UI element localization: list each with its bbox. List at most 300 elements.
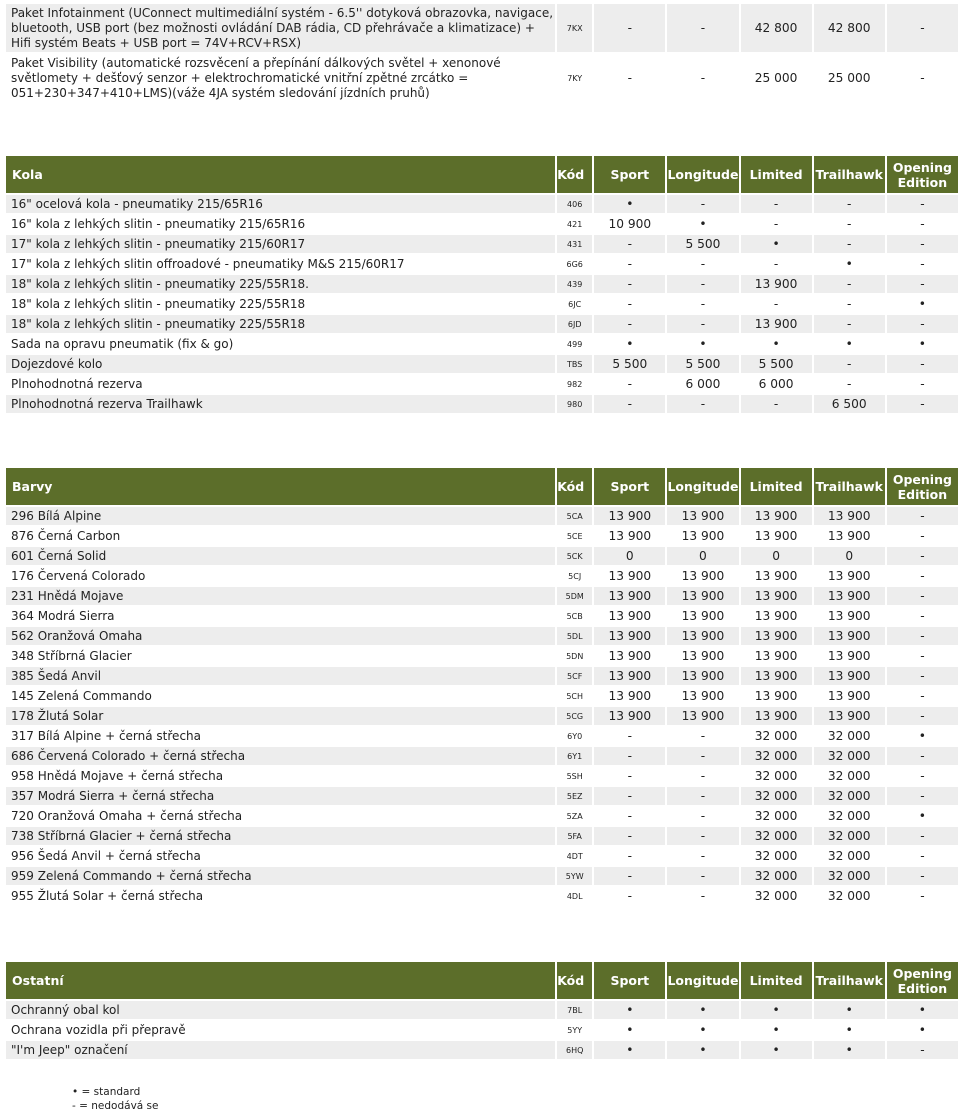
trim-value: - xyxy=(887,255,958,273)
trim-header-opening-edition: Opening Edition xyxy=(887,156,958,193)
trim-value: 13 900 xyxy=(741,275,812,293)
item-name: 720 Oranžová Omaha + černá střecha xyxy=(6,807,555,825)
trim-value: • xyxy=(814,1041,885,1059)
ostatni-header-row xyxy=(6,962,958,999)
table-row xyxy=(6,255,958,273)
trim-value: • xyxy=(667,1021,738,1039)
item-name: 296 Bílá Alpine xyxy=(6,507,555,525)
table-row xyxy=(6,1041,958,1059)
code-column-header: Kód xyxy=(557,468,592,505)
trim-value: - xyxy=(887,887,958,905)
trim-value: - xyxy=(887,627,958,645)
trim-value: - xyxy=(887,315,958,333)
item-code: 980 xyxy=(557,395,592,413)
trim-value: - xyxy=(741,215,812,233)
table-row xyxy=(6,54,958,102)
item-code: 5CG xyxy=(557,707,592,725)
trim-value: 32 000 xyxy=(741,827,812,845)
trim-header-sport: Sport xyxy=(594,962,665,999)
table-row xyxy=(6,607,958,625)
trim-value: 5 500 xyxy=(667,355,738,373)
item-name: 18" kola z lehkých slitin - pneumatiky 225/55R18 xyxy=(6,295,555,313)
item-code: 5CB xyxy=(557,607,592,625)
trim-value: 42 800 xyxy=(814,4,885,52)
trim-value: 13 900 xyxy=(741,667,812,685)
trim-value: 13 900 xyxy=(594,507,665,525)
item-name: Paket Infotainment (UConnect multimediální systém - 6.5'' dotyková obrazovka, navigace, bluetooth, USB port (bez možnosti ovládání DAB rádia, CD přehrávače a klimatizace) + Hifi systém Beats + USB port = 74V+RCV+RSX) xyxy=(6,4,555,52)
trim-value: • xyxy=(741,335,812,353)
item-code: 5CK xyxy=(557,547,592,565)
trim-value: - xyxy=(887,4,958,52)
trim-value: 32 000 xyxy=(814,727,885,745)
trim-value: - xyxy=(594,4,665,52)
trim-value: - xyxy=(887,867,958,885)
item-name: 348 Stříbrná Glacier xyxy=(6,647,555,665)
item-code: 5ZA xyxy=(557,807,592,825)
table-row xyxy=(6,395,958,413)
item-code: 406 xyxy=(557,195,592,213)
trim-value: 0 xyxy=(814,547,885,565)
trim-value: - xyxy=(667,54,738,102)
trim-value: 13 900 xyxy=(741,315,812,333)
package-table xyxy=(4,2,960,104)
table-row xyxy=(6,727,958,745)
trim-value: - xyxy=(594,235,665,253)
item-name: 178 Žlutá Solar xyxy=(6,707,555,725)
item-code: 5CH xyxy=(557,687,592,705)
section-title: Barvy xyxy=(6,468,555,505)
trim-value: 13 900 xyxy=(594,647,665,665)
trim-value: 6 000 xyxy=(741,375,812,393)
trim-value: - xyxy=(594,375,665,393)
trim-value: - xyxy=(887,375,958,393)
table-row xyxy=(6,1021,958,1039)
item-name: 955 Žlutá Solar + černá střecha xyxy=(6,887,555,905)
trim-header-limited: Limited xyxy=(741,468,812,505)
item-name: 876 Černá Carbon xyxy=(6,527,555,545)
trim-header-opening-edition: Opening Edition xyxy=(887,962,958,999)
trim-value: - xyxy=(887,54,958,102)
trim-value: - xyxy=(594,727,665,745)
trim-value: 13 900 xyxy=(594,667,665,685)
trim-value: 13 900 xyxy=(667,507,738,525)
trim-value: • xyxy=(814,1001,885,1019)
section-title: Ostatní xyxy=(6,962,555,999)
trim-value: - xyxy=(667,787,738,805)
table-row xyxy=(6,215,958,233)
trim-value: 32 000 xyxy=(741,727,812,745)
trim-value: • xyxy=(814,335,885,353)
trim-value: - xyxy=(667,255,738,273)
item-name: 176 Červená Colorado xyxy=(6,567,555,585)
trim-header-opening-edition: Opening Edition xyxy=(887,468,958,505)
trim-value: - xyxy=(814,275,885,293)
item-name: Paket Visibility (automatické rozsvěcení a přepínání dálkových světel + xenonové světlomety + dešťový senzor + elektrochromatické vnitřní zpětné zrcátko = 051+230+347+410+LMS)(váže 4JA systém sledování jízdních pruhů) xyxy=(6,54,555,102)
trim-value: 13 900 xyxy=(667,647,738,665)
trim-value: 32 000 xyxy=(814,807,885,825)
barvy-table xyxy=(4,466,960,907)
trim-value: - xyxy=(594,867,665,885)
code-column-header: Kód xyxy=(557,156,592,193)
trim-value: • xyxy=(667,1041,738,1059)
trim-value: • xyxy=(741,1001,812,1019)
item-name: 601 Černá Solid xyxy=(6,547,555,565)
trim-value: • xyxy=(594,1021,665,1039)
table-row xyxy=(6,847,958,865)
barvy-header-row xyxy=(6,468,958,505)
trim-value: - xyxy=(667,767,738,785)
trim-value: - xyxy=(814,235,885,253)
trim-value: - xyxy=(667,315,738,333)
table-row xyxy=(6,507,958,525)
table-row xyxy=(6,275,958,293)
trim-value: - xyxy=(667,747,738,765)
table-row xyxy=(6,355,958,373)
item-code: 982 xyxy=(557,375,592,393)
item-name: 145 Zelená Commando xyxy=(6,687,555,705)
table-row xyxy=(6,647,958,665)
item-code: 5EZ xyxy=(557,787,592,805)
item-name: 17" kola z lehkých slitin offroadové - pneumatiky M&S 215/60R17 xyxy=(6,255,555,273)
trim-value: 13 900 xyxy=(667,587,738,605)
trim-value: • xyxy=(887,727,958,745)
kola-header-row xyxy=(6,156,958,193)
trim-value: - xyxy=(814,195,885,213)
trim-value: 5 500 xyxy=(667,235,738,253)
trim-value: 13 900 xyxy=(814,667,885,685)
table-row xyxy=(6,567,958,585)
trim-value: - xyxy=(814,355,885,373)
trim-value: 0 xyxy=(741,547,812,565)
trim-header-limited: Limited xyxy=(741,156,812,193)
item-code: 421 xyxy=(557,215,592,233)
table-row xyxy=(6,375,958,393)
trim-value: - xyxy=(594,275,665,293)
table-row xyxy=(6,315,958,333)
table-row xyxy=(6,627,958,645)
trim-value: • xyxy=(887,1001,958,1019)
trim-value: - xyxy=(887,767,958,785)
trim-value: 13 900 xyxy=(594,707,665,725)
item-code: 6JD xyxy=(557,315,592,333)
trim-value: 13 900 xyxy=(741,627,812,645)
trim-value: 32 000 xyxy=(741,847,812,865)
table-row xyxy=(6,747,958,765)
trim-value: - xyxy=(667,295,738,313)
item-name: 17" kola z lehkých slitin - pneumatiky 215/60R17 xyxy=(6,235,555,253)
legend-standard: • = standard xyxy=(72,1086,141,1098)
table-row xyxy=(6,527,958,545)
trim-value: 32 000 xyxy=(814,827,885,845)
trim-value: 13 900 xyxy=(594,687,665,705)
trim-value: • xyxy=(667,215,738,233)
table-row xyxy=(6,707,958,725)
trim-value: - xyxy=(667,275,738,293)
trim-value: 13 900 xyxy=(594,587,665,605)
trim-value: • xyxy=(741,1021,812,1039)
trim-value: 5 500 xyxy=(741,355,812,373)
table-row xyxy=(6,1001,958,1019)
trim-value: - xyxy=(667,395,738,413)
item-name: 18" kola z lehkých slitin - pneumatiky 225/55R18. xyxy=(6,275,555,293)
table-row xyxy=(6,767,958,785)
item-name: Sada na opravu pneumatik (fix & go) xyxy=(6,335,555,353)
item-name: 958 Hnědá Mojave + černá střecha xyxy=(6,767,555,785)
trim-value: 13 900 xyxy=(741,587,812,605)
trim-value: 5 500 xyxy=(594,355,665,373)
trim-value: 13 900 xyxy=(741,607,812,625)
trim-value: 32 000 xyxy=(814,887,885,905)
trim-value: - xyxy=(887,847,958,865)
trim-value: 13 900 xyxy=(667,687,738,705)
table-row xyxy=(6,667,958,685)
item-name: 385 Šedá Anvil xyxy=(6,667,555,685)
trim-value: - xyxy=(667,727,738,745)
item-code: 5CA xyxy=(557,507,592,525)
trim-value: 32 000 xyxy=(814,847,885,865)
trim-value: 13 900 xyxy=(594,607,665,625)
trim-value: 13 900 xyxy=(667,667,738,685)
trim-value: - xyxy=(594,395,665,413)
table-row xyxy=(6,687,958,705)
trim-value: 13 900 xyxy=(814,607,885,625)
trim-value: 32 000 xyxy=(741,807,812,825)
trim-value: 13 900 xyxy=(594,527,665,545)
trim-value: - xyxy=(741,255,812,273)
trim-value: - xyxy=(667,827,738,845)
item-code: 6Y1 xyxy=(557,747,592,765)
item-code: 6HQ xyxy=(557,1041,592,1059)
item-code: 6JC xyxy=(557,295,592,313)
item-name: Plnohodnotná rezerva Trailhawk xyxy=(6,395,555,413)
item-code: 7BL xyxy=(557,1001,592,1019)
item-name: 959 Zelená Commando + černá střecha xyxy=(6,867,555,885)
trim-value: - xyxy=(594,255,665,273)
trim-value: - xyxy=(667,887,738,905)
item-code: 5CF xyxy=(557,667,592,685)
table-row xyxy=(6,335,958,353)
trim-value: - xyxy=(667,867,738,885)
trim-value: • xyxy=(667,1001,738,1019)
trim-value: 32 000 xyxy=(741,867,812,885)
trim-value: - xyxy=(741,395,812,413)
trim-value: - xyxy=(594,847,665,865)
trim-value: - xyxy=(887,607,958,625)
trim-value: • xyxy=(594,335,665,353)
item-name: Plnohodnotná rezerva xyxy=(6,375,555,393)
trim-value: - xyxy=(741,195,812,213)
item-code: 6Y0 xyxy=(557,727,592,745)
trim-value: - xyxy=(887,667,958,685)
trim-value: - xyxy=(814,315,885,333)
trim-value: - xyxy=(667,847,738,865)
trim-value: • xyxy=(887,807,958,825)
item-name: Dojezdové kolo xyxy=(6,355,555,373)
table-row xyxy=(6,4,958,52)
trim-value: • xyxy=(814,255,885,273)
trim-value: 32 000 xyxy=(741,767,812,785)
trim-value: - xyxy=(741,295,812,313)
trim-value: 13 900 xyxy=(814,567,885,585)
trim-value: - xyxy=(594,747,665,765)
trim-value: 13 900 xyxy=(814,507,885,525)
trim-header-trailhawk: Trailhawk xyxy=(814,156,885,193)
trim-value: - xyxy=(887,567,958,585)
item-code: 5CJ xyxy=(557,567,592,585)
trim-value: 13 900 xyxy=(594,627,665,645)
item-code: 5CE xyxy=(557,527,592,545)
trim-value: - xyxy=(887,707,958,725)
trim-header-longitude: Longitude xyxy=(667,962,738,999)
trim-value: - xyxy=(667,195,738,213)
trim-value: - xyxy=(887,647,958,665)
table-row xyxy=(6,867,958,885)
trim-value: 32 000 xyxy=(814,787,885,805)
item-name: 231 Hnědá Mojave xyxy=(6,587,555,605)
trim-value: - xyxy=(594,295,665,313)
trim-value: - xyxy=(594,787,665,805)
trim-value: - xyxy=(887,355,958,373)
trim-value: 32 000 xyxy=(741,787,812,805)
item-name: 317 Bílá Alpine + černá střecha xyxy=(6,727,555,745)
trim-value: • xyxy=(814,1021,885,1039)
item-code: 6G6 xyxy=(557,255,592,273)
trim-value: - xyxy=(594,767,665,785)
trim-value: - xyxy=(887,787,958,805)
trim-value: • xyxy=(594,1001,665,1019)
item-name: 562 Oranžová Omaha xyxy=(6,627,555,645)
item-code: 431 xyxy=(557,235,592,253)
item-name: 18" kola z lehkých slitin - pneumatiky 225/55R18 xyxy=(6,315,555,333)
trim-value: 0 xyxy=(667,547,738,565)
trim-value: 13 900 xyxy=(741,567,812,585)
trim-value: - xyxy=(594,315,665,333)
trim-value: 32 000 xyxy=(814,867,885,885)
item-name: 686 Červená Colorado + černá střecha xyxy=(6,747,555,765)
trim-value: - xyxy=(887,507,958,525)
trim-header-trailhawk: Trailhawk xyxy=(814,962,885,999)
trim-header-longitude: Longitude xyxy=(667,468,738,505)
item-code: 5SH xyxy=(557,767,592,785)
trim-value: - xyxy=(887,1041,958,1059)
trim-value: 13 900 xyxy=(814,587,885,605)
trim-value: • xyxy=(667,335,738,353)
ostatni-table xyxy=(4,960,960,1061)
trim-value: 32 000 xyxy=(741,747,812,765)
item-name: 357 Modrá Sierra + černá střecha xyxy=(6,787,555,805)
item-name: 364 Modrá Sierra xyxy=(6,607,555,625)
item-code: TBS xyxy=(557,355,592,373)
table-row xyxy=(6,887,958,905)
legend-not-available: - = nedodává se xyxy=(72,1100,159,1112)
table-row xyxy=(6,787,958,805)
table-row xyxy=(6,295,958,313)
trim-value: 6 500 xyxy=(814,395,885,413)
trim-value: - xyxy=(887,527,958,545)
table-row xyxy=(6,547,958,565)
trim-value: 13 900 xyxy=(667,527,738,545)
trim-value: - xyxy=(667,807,738,825)
trim-value: - xyxy=(814,215,885,233)
trim-value: - xyxy=(667,4,738,52)
trim-value: 10 900 xyxy=(594,215,665,233)
table-row xyxy=(6,235,958,253)
trim-value: • xyxy=(594,1041,665,1059)
item-name: 956 Šedá Anvil + černá střecha xyxy=(6,847,555,865)
table-row xyxy=(6,827,958,845)
item-name: Ochrana vozidla při přepravě xyxy=(6,1021,555,1039)
item-code: 5YY xyxy=(557,1021,592,1039)
trim-value: - xyxy=(594,887,665,905)
trim-header-sport: Sport xyxy=(594,468,665,505)
trim-value: • xyxy=(887,1021,958,1039)
trim-value: • xyxy=(741,235,812,253)
trim-header-limited: Limited xyxy=(741,962,812,999)
trim-value: 13 900 xyxy=(667,707,738,725)
trim-value: 13 900 xyxy=(741,507,812,525)
trim-value: - xyxy=(594,807,665,825)
trim-header-trailhawk: Trailhawk xyxy=(814,468,885,505)
trim-value: • xyxy=(887,295,958,313)
trim-value: 13 900 xyxy=(741,687,812,705)
trim-value: 13 900 xyxy=(667,627,738,645)
trim-value: 13 900 xyxy=(594,567,665,585)
trim-value: - xyxy=(887,275,958,293)
trim-value: - xyxy=(887,215,958,233)
trim-value: - xyxy=(887,747,958,765)
trim-value: 13 900 xyxy=(741,707,812,725)
trim-value: - xyxy=(887,235,958,253)
item-code: 5YW xyxy=(557,867,592,885)
item-code: 5DN xyxy=(557,647,592,665)
trim-value: - xyxy=(594,54,665,102)
item-code: 4DT xyxy=(557,847,592,865)
item-code: 5DM xyxy=(557,587,592,605)
item-code: 5FA xyxy=(557,827,592,845)
item-code: 439 xyxy=(557,275,592,293)
trim-value: - xyxy=(887,195,958,213)
trim-value: - xyxy=(887,587,958,605)
trim-value: 42 800 xyxy=(741,4,812,52)
trim-value: - xyxy=(887,547,958,565)
item-code: 4DL xyxy=(557,887,592,905)
kola-table xyxy=(4,154,960,415)
item-name: 16" ocelová kola - pneumatiky 215/65R16 xyxy=(6,195,555,213)
item-name: "I'm Jeep" označení xyxy=(6,1041,555,1059)
item-code: 7KY xyxy=(557,54,592,102)
table-row xyxy=(6,807,958,825)
trim-header-longitude: Longitude xyxy=(667,156,738,193)
trim-value: 25 000 xyxy=(814,54,885,102)
trim-value: • xyxy=(741,1041,812,1059)
trim-header-sport: Sport xyxy=(594,156,665,193)
legend xyxy=(72,1085,158,1113)
trim-value: 25 000 xyxy=(741,54,812,102)
section-title: Kola xyxy=(6,156,555,193)
trim-value: - xyxy=(594,827,665,845)
table-row xyxy=(6,195,958,213)
code-column-header: Kód xyxy=(557,962,592,999)
trim-value: 0 xyxy=(594,547,665,565)
trim-value: 13 900 xyxy=(814,647,885,665)
trim-value: 32 000 xyxy=(814,747,885,765)
trim-value: - xyxy=(814,375,885,393)
trim-value: 32 000 xyxy=(814,767,885,785)
trim-value: 32 000 xyxy=(741,887,812,905)
trim-value: - xyxy=(887,827,958,845)
trim-value: • xyxy=(887,335,958,353)
item-name: Ochranný obal kol xyxy=(6,1001,555,1019)
